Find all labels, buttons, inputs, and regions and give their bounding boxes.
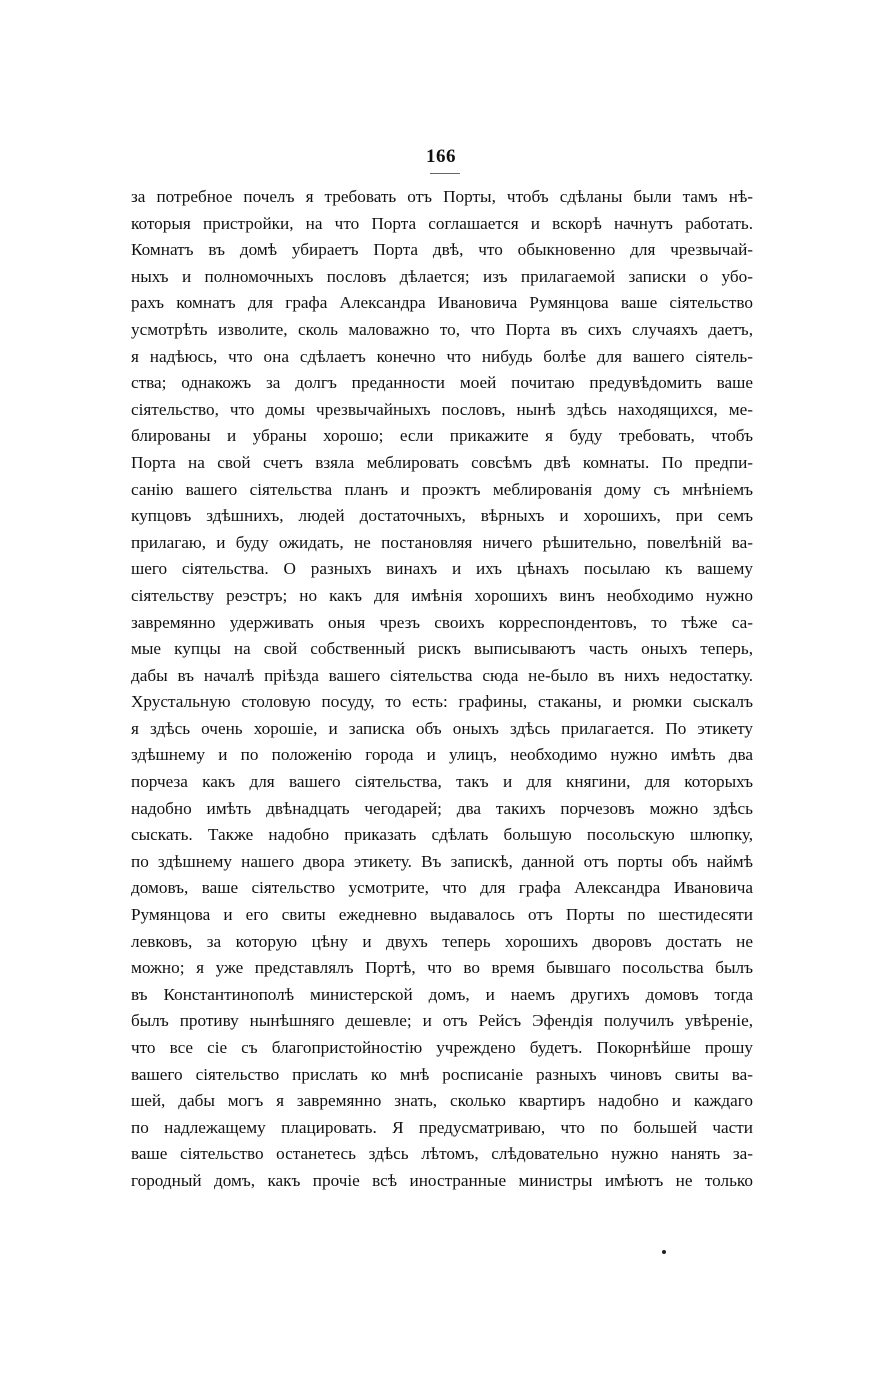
text-line: левковъ, за которую цѣну и двухъ теперь хорошихъ дворовъ достать не [131, 931, 753, 951]
text-line: домовъ, ваше сіятельство усмотрите, что для графа Александра Ивановича [131, 878, 753, 898]
text-line: Румянцова и его свиты ежедневно выдавалось отъ Порты по шестидесяти [131, 905, 753, 925]
text-line: надобно имѣть двѣнадцать чегодарей; два такихъ порчезовъ можно здѣсь [131, 798, 753, 818]
text-line: городный домъ, какъ прочіе всѣ иностранные министры имѣютъ не только [131, 1170, 753, 1190]
text-line: сіятельству реэстръ; но какъ для имѣнія хорошихъ винъ необходимо нужно [131, 585, 753, 605]
text-line: былъ противу нынѣшняго дешевле; и отъ Рейсъ Эфендія получилъ увѣреніе, [131, 1011, 753, 1031]
text-line: дабы въ началѣ пріѣзда вашего сіятельства сюда не-было въ нихъ недостатку. [131, 665, 753, 685]
text-line: Порта на свой счетъ взяла меблировать совсѣмъ двѣ комнаты. По предпи- [131, 452, 753, 472]
text-line: мые купцы на свой собственный рискъ выписываютъ часть оныхъ теперь, [131, 639, 753, 659]
text-line: шего сіятельства. О разныхъ винахъ и ихъ цѣнахъ посылаю къ вашему [131, 559, 753, 579]
text-line: ства; однакожъ за долгъ преданности моей почитаю предувѣдомить ваше [131, 373, 753, 393]
text-line: здѣшнему и по положенію города и улицъ, необходимо нужно имѣть два [131, 745, 753, 765]
text-line: сыскать. Также надобно приказать сдѣлать большую посольскую шлюпку, [131, 825, 753, 845]
text-line: вашего сіятельство прислать ко мнѣ росписаніе разныхъ чиновъ свиты ва- [131, 1064, 753, 1084]
text-line: въ Константинополѣ министерской домъ, и наемъ другихъ домовъ тогда [131, 984, 753, 1004]
text-line: я здѣсь очень хорошіе, и записка объ оныхъ здѣсь прилагается. По этикету [131, 718, 753, 738]
text-line: за потребное почелъ я требовать отъ Порты, чтобъ сдѣланы были тамъ нѣ- [131, 187, 753, 206]
text-line: рахъ комнатъ для графа Александра Ивановича Румянцова ваше сіятельство [131, 293, 753, 313]
text-line: усмотрѣть изволите, сколь маловажно то, что Порта въ сихъ случаяхъ даетъ, [131, 319, 753, 339]
text-line: которыя пристройки, на что Порта соглашается и вскорѣ начнутъ работать. [131, 213, 753, 233]
page-number: 166 [426, 146, 456, 167]
text-line: по надлежащему плацировать. Я предусматриваю, что по большей части [131, 1117, 753, 1137]
text-line: купцовъ здѣшнихъ, людей достаточныхъ, вѣрныхъ и хорошихъ, при семъ [131, 506, 753, 526]
text-line: порчеза какъ для вашего сіятельства, такъ и для княгини, для которыхъ [131, 772, 753, 792]
text-line: сіятельство, что домы чрезвычайныхъ пословъ, нынѣ здѣсь находящихся, ме- [131, 399, 753, 419]
text-line: Комнатъ въ домѣ убираетъ Порта двѣ, что обыкновенно для чрезвычай- [131, 240, 753, 260]
ink-speck [662, 1250, 666, 1254]
text-line: блированы и убраны хорошо; если прикажите я буду требовать, чтобъ [131, 426, 753, 446]
text-line: прилагаю, и буду ожидать, не постановляя ничего рѣшительно, повелѣній ва- [131, 532, 753, 552]
text-line: санію вашего сіятельства планъ и проэктъ меблированія дому съ мнѣніемъ [131, 479, 753, 499]
text-line: что все сіе съ благопристойностію учреждено будетъ. Покорнѣйше прошу [131, 1038, 753, 1057]
text-line: шей, дабы могъ я завремянно знать, сколько квартиръ надобно и каждаго [131, 1091, 753, 1111]
text-line: я надѣюсь, что она сдѣлаетъ конечно что нибудь болѣе для вашего сіятель- [131, 346, 753, 366]
page-number-rule [430, 173, 460, 174]
text-line: ныхъ и полномочныхъ пословъ дѣлается; изъ прилагаемой записки о убо- [131, 266, 753, 286]
text-line: по здѣшнему нашего двора этикету. Въ запискѣ, данной отъ порты объ наймѣ [131, 851, 753, 871]
text-line: ваше сіятельство останетесь здѣсь лѣтомъ, слѣдовательно нужно нанять за- [131, 1144, 753, 1164]
text-line: Хрустальную столовую посуду, то есть: графины, стаканы, и рюмки сыскалъ [131, 692, 753, 712]
body-text [131, 184, 753, 1195]
text-line: завремянно удерживать оныя чрезъ своихъ корреспондентовъ, то тѣже са- [131, 612, 753, 632]
text-line: можно; я уже представлялъ Портѣ, что во время бывшаго посольства былъ [131, 958, 753, 978]
